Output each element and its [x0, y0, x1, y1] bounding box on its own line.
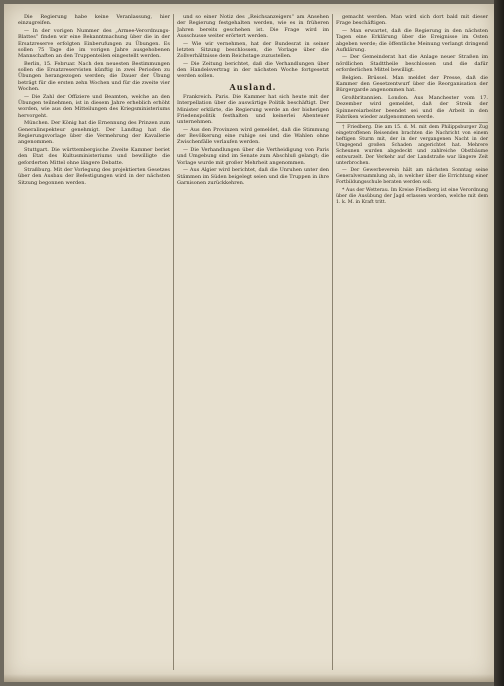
paragraph: — Aus den Provinzen wird gemeldet, daß die Stimmung der Bevölkerung eine ruhige sei und die Wahlen ohne Zwischenfälle verlaufen werden. — [177, 126, 329, 146]
paragraph: — Der Gemeinderat hat die Anlage neuer Straßen im nördlichen Stadttheile beschlossen und die dafür erforderlichen Mittel bewilligt. — [336, 54, 488, 74]
paragraph: † Friedberg. Die am 15. d. M. mit dem Philippsburger Zug eingetroffenen Reisenden brachten die Nachricht von einem heftigen Sturm mit, der in der vergangenen Nacht in der Umgegend großen Schaden angerichtet hat. Mehrere Scheunen wurden abgedeckt und zahlreiche Obstbäume entwurzelt. Der Verkehr auf der Landstraße war längere Zeit unterbrochen. — [336, 125, 488, 167]
paragraph: — Der Gewerbeverein hält am nächsten Sonntag seine Generalversammlung ab, in welcher über die Errichtung einer Fortbildungsschule beraten werden soll. — [336, 168, 488, 186]
section-heading: Ausland. — [229, 81, 277, 92]
left-column — [18, 14, 170, 670]
paragraph: Straßburg. Mit der Vorlegung des projektierten Gesetzes über den Ausbau der Befestigungen wird in der nächsten Sitzung begonnen werden. — [18, 167, 170, 186]
paragraph: — Die Zeitung berichtet, daß die Verhandlungen über den Handelsvertrag in der nächsten Woche fortgesetzt werden sollen. — [177, 60, 329, 80]
paragraph: — Wie wir vernehmen, hat der Bundesrat in seiner letzten Sitzung beschlossen, die Vorlage über die Zollverhältnisse dem Reichstage zuzustellen. — [177, 40, 329, 60]
column-rule — [173, 14, 174, 670]
paragraph: und so einer Notiz des „Reichsanzeigers“ am Ansehen der Regierung festgehalten werden, wie es in früheren Jahren bereits geschehen ist. Die Frage wird im Ausschusse weiter erörtert werden. — [177, 14, 329, 40]
middle-column — [177, 14, 329, 670]
paragraph: München. Der König hat die Ernennung des Prinzen zum Generalinspekteur genehmigt. Der Landtag hat die Regierungsvorlage über die Vermehrung der Kavallerie angenommen. — [18, 120, 170, 146]
paragraph: — Die Zahl der Offiziere und Beamten, welche an den Übungen teilnehmen, ist in diesem Jahre erheblich erhöht worden, wie aus den Mitteilungen des Kriegsministeriums hervorgeht. — [18, 93, 170, 119]
newspaper-page — [4, 4, 494, 682]
paragraph: Frankreich. Paris. Die Kammer hat sich heute mit der Interpellation über die auswärtige Politik beschäftigt. Der Minister erklärte, die Regierung werde an der bisherigen Friedenspolitik festhalten und keinerlei Abenteuer unternehmen. — [177, 93, 329, 126]
paragraph: Die Regierung habe keine Veranlassung, hier einzugreifen. — [18, 14, 170, 27]
paragraph: — Man erwartet, daß die Regierung in den nächsten Tagen eine Erklärung über die Ereignisse im Osten abgeben werde; die öffentliche Meinung verlangt dringend Aufklärung. — [336, 27, 488, 53]
paragraph: — Die Verhandlungen über die Vertheidigung von Paris und Umgebung sind im Senate zum Abschluß gelangt; die Vorlage wurde mit großer Mehrheit angenommen. — [177, 146, 329, 166]
column-rule — [332, 14, 333, 670]
page-shadow — [4, 674, 494, 682]
paragraph: gemacht werden. Man wird sich dort bald mit dieser Frage beschäftigen. — [336, 14, 488, 27]
paragraph: Großbritannien. London. Aus Manchester vom 17. Dezember wird gemeldet, daß der Streik der Spinnereiarbeiter beendet sei und die Arbeit in den Fabriken wieder aufgenommen werde. — [336, 94, 488, 120]
paragraph: Belgien. Brüssel. Man meldet der Presse, daß die Kammer den Gesetzentwurf über die Reorganisation der Bürgergarde angenommen hat. — [336, 74, 488, 94]
paragraph: * Aus der Wetterau. Im Kreise Friedberg ist eine Verordnung über die Ausübung der Jagd erlassen worden, welche mit dem 1. k. M. in Kraft tritt. — [336, 187, 488, 205]
paragraph: — Aus Algier wird berichtet, daß die Unruhen unter den Stämmen im Süden beigelegt seien und die Truppen in ihre Garnisonen zurückkehren. — [177, 167, 329, 186]
local-news-block — [336, 122, 488, 205]
right-column — [336, 14, 488, 670]
paragraph: Berlin, 15. Februar. Nach den neuesten Bestimmungen sollen die Ersatzreservisten künftig in zwei Perioden zu Übungen herangezogen werden; die Dauer der Übung beträgt für die ersten zehn Wochen und für die zweite vier Wochen. — [18, 60, 170, 93]
book-spine-edge — [494, 0, 504, 686]
paragraph: — In der vorigen Nummer des „Armee-Verordnungs-Blattes“ finden wir eine Bekanntmachung über die in der Ersatzreserve erfolgten Einberufungen zu Übungen. Es sollen 75 Tage die im vorigen Jahre ausgehobenen Mannschaften an den Truppenteilen eingestellt werden. — [18, 27, 170, 60]
paragraph: Stuttgart. Die württembergische Zweite Kammer beriet den Etat des Kultusministeriums und bewilligte die geforderten Mittel ohne längere Debatte. — [18, 146, 170, 166]
